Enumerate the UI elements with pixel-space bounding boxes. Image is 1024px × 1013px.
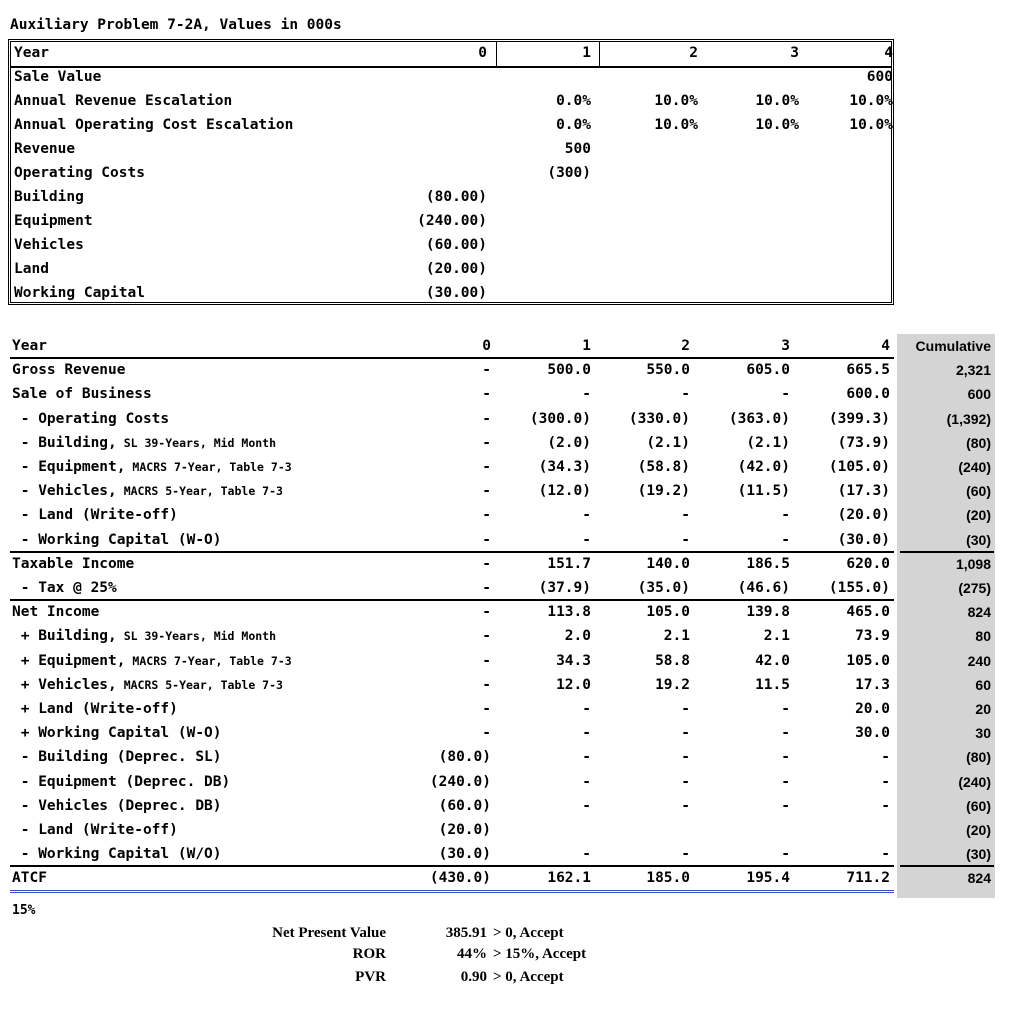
cashflow-row-label <box>12 507 178 523</box>
cashflow-cell-year-4: 105.0 <box>846 652 890 669</box>
cashflow-row <box>0 600 1024 624</box>
metric-row <box>0 969 1024 991</box>
cashflow-cell-year-3: 139.8 <box>746 604 790 621</box>
input-cell-year-0: (240.00) <box>417 213 487 229</box>
cashflow-row-label <box>12 386 152 402</box>
row-label-text: Gross Revenue <box>12 362 126 379</box>
cashflow-cell-year-4: (17.3) <box>837 483 890 500</box>
cashflow-cell-year-0: (80.0) <box>438 749 491 766</box>
cashflow-cell-year-4: - <box>881 749 890 766</box>
cumulative-cell: (240) <box>958 773 991 790</box>
cashflow-cell-year-0: (20.0) <box>438 822 491 838</box>
input-row <box>11 234 891 258</box>
row-label-text: - Building, <box>12 434 117 451</box>
cashflow-cell-year-2: (2.1) <box>646 434 690 451</box>
cashflow-cell-year-2: - <box>681 725 690 742</box>
table-rule <box>10 599 894 601</box>
row-label-text: - Land (Write-off) <box>12 507 178 524</box>
cumulative-cell: 20 <box>975 701 991 717</box>
cashflow-cell-year-2: 550.0 <box>646 362 690 379</box>
cashflow-row <box>0 552 1024 576</box>
cashflow-cell-year-2: - <box>681 507 690 524</box>
row-label-method: MACRS 5-Year, Table 7-3 <box>116 484 283 499</box>
input-row-label: Operating Costs <box>14 165 145 181</box>
cashflow-cell-year-3: (46.6) <box>737 580 790 596</box>
cashflow-row <box>0 431 1024 455</box>
cashflow-cell-year-0: - <box>482 531 491 548</box>
cashflow-cell-year-3: - <box>781 797 790 814</box>
input-cell-year-3: 10.0% <box>755 117 799 133</box>
cashflow-header-label <box>12 338 47 354</box>
cashflow-cell-year-1: - <box>582 797 591 814</box>
row-label-text: + Land (Write-off) <box>12 701 178 717</box>
cashflow-cell-year-1: 2.0 <box>564 628 591 645</box>
cashflow-cell-year-1: - <box>582 749 591 766</box>
cashflow-cell-year-1: - <box>582 701 591 717</box>
cumulative-cell: 240 <box>967 652 991 669</box>
row-label-method: MACRS 7-Year, Table 7-3 <box>125 460 292 474</box>
cashflow-cell-year-3: 3 <box>781 338 790 354</box>
input-cell-year-1: 1 <box>582 45 591 61</box>
cashflow-cell-year-1: - <box>582 846 591 863</box>
cashflow-cell-year-1: 34.3 <box>556 652 591 669</box>
cashflow-cell-year-1: 500.0 <box>547 362 591 379</box>
cumulative-cell: (80) <box>966 749 991 766</box>
cashflow-cell-year-2: 58.8 <box>655 652 690 669</box>
cashflow-row <box>0 745 1024 769</box>
metric-value: 385.91 <box>445 925 487 941</box>
cashflow-cell-year-4: (155.0) <box>828 580 890 596</box>
input-row <box>11 162 891 186</box>
row-label-text: - Building (Deprec. SL) <box>12 749 222 766</box>
cashflow-cell-year-4: - <box>881 773 890 790</box>
cashflow-cell-year-4: - <box>881 797 890 814</box>
cashflow-row-label <box>12 677 283 693</box>
input-cell-year-4: 10.0% <box>849 117 893 133</box>
cashflow-cell-year-1: - <box>582 773 591 790</box>
cashflow-cell-year-4: 600.0 <box>846 386 890 403</box>
cashflow-cell-year-2: 105.0 <box>646 604 690 621</box>
row-label-text: - Vehicles (Deprec. DB) <box>12 797 222 814</box>
input-cell-year-4: 10.0% <box>849 93 893 109</box>
cashflow-cell-year-2: 2.1 <box>663 628 690 645</box>
cashflow-cell-year-4: (399.3) <box>828 410 890 427</box>
cashflow-cell-year-3: 195.4 <box>746 870 790 887</box>
input-cell-year-3: 3 <box>790 45 799 61</box>
row-label-text: - Land (Write-off) <box>12 822 178 838</box>
input-cell-year-2: 2 <box>689 45 698 61</box>
cashflow-cell-year-3: - <box>781 846 790 863</box>
metric-value: 44% <box>457 946 487 962</box>
cashflow-cell-year-1: (300.0) <box>529 410 591 427</box>
discount-rate: 15% <box>12 903 36 918</box>
input-row <box>11 138 891 162</box>
cumulative-cell: (30) <box>966 846 991 863</box>
row-label-method: MACRS 7-Year, Table 7-3 <box>125 653 292 668</box>
cashflow-row-label <box>12 725 222 741</box>
cashflow-cell-year-1: (12.0) <box>538 483 591 500</box>
cashflow-row-label <box>12 653 292 669</box>
cashflow-cell-year-3: 42.0 <box>755 652 790 669</box>
cashflow-cell-year-1: - <box>582 507 591 524</box>
cashflow-cell-year-2: 2 <box>681 338 690 354</box>
cashflow-row <box>0 673 1024 697</box>
input-row <box>11 282 891 306</box>
cashflow-cell-year-0: - <box>482 434 491 451</box>
input-header-label: Year <box>14 45 49 61</box>
input-row <box>11 210 891 234</box>
input-row <box>11 66 891 90</box>
table-rule <box>10 357 894 359</box>
cashflow-cell-year-2: (58.8) <box>637 459 690 475</box>
cashflow-cell-year-3: - <box>781 531 790 548</box>
row-label-text: Net Income <box>12 604 100 621</box>
cashflow-cell-year-4: 73.9 <box>855 628 890 645</box>
cashflow-cell-year-0: - <box>482 459 491 475</box>
cumulative-cell: 600 <box>967 386 991 403</box>
cashflow-cell-year-4: 711.2 <box>846 870 890 887</box>
cashflow-cell-year-0: - <box>482 483 491 500</box>
cashflow-row <box>0 576 1024 600</box>
cashflow-row-label <box>12 798 222 814</box>
cashflow-cell-year-2: 140.0 <box>646 555 690 572</box>
document-title: Auxiliary Problem 7-2A, Values in 000s <box>10 17 342 33</box>
cashflow-cell-year-0: - <box>482 725 491 742</box>
cashflow-cell-year-4: (105.0) <box>828 459 890 475</box>
cashflow-row <box>0 407 1024 431</box>
input-row-label: Annual Revenue Escalation <box>14 93 233 109</box>
cashflow-cell-year-0: 0 <box>482 338 491 354</box>
cumulative-cell: 1,098 <box>955 555 991 572</box>
cashflow-cell-year-0: (240.0) <box>429 773 491 790</box>
cumulative-cell: (20) <box>966 822 991 838</box>
cashflow-row-label <box>12 604 99 620</box>
table-rule <box>10 551 894 553</box>
cashflow-cell-year-4: 620.0 <box>846 555 890 572</box>
input-row-label: Land <box>14 261 49 277</box>
input-cell-year-1: 0.0% <box>556 93 591 109</box>
cashflow-cell-year-3: - <box>781 773 790 790</box>
cashflow-cell-year-2: - <box>681 531 690 548</box>
row-label-text: - Operating Costs <box>12 410 170 427</box>
cashflow-cell-year-2: (330.0) <box>628 410 690 427</box>
cashflow-row-label <box>12 628 276 644</box>
cashflow-cell-year-0: (60.0) <box>438 797 491 814</box>
cashflow-cell-year-0: - <box>482 507 491 524</box>
cashflow-cell-year-3: - <box>781 749 790 766</box>
cashflow-cell-year-3: 11.5 <box>755 676 790 693</box>
cashflow-cell-year-4: 17.3 <box>855 676 890 693</box>
cashflow-row-label <box>12 580 117 596</box>
cumulative-cell: 30 <box>975 725 991 742</box>
cashflow-cell-year-3: - <box>781 701 790 717</box>
cashflow-cell-year-3: (42.0) <box>737 459 790 475</box>
cumulative-cell: 824 <box>967 870 991 887</box>
metric-value: 0.90 <box>460 969 487 985</box>
cashflow-row <box>0 866 1024 890</box>
cashflow-row-label <box>12 532 222 548</box>
cashflow-row <box>0 382 1024 406</box>
cashflow-row <box>0 503 1024 527</box>
cumulative-cell: 80 <box>975 628 991 645</box>
cashflow-cell-year-4: - <box>881 846 890 863</box>
cumulative-cell: (60) <box>966 797 991 814</box>
row-label-text: Year <box>12 338 47 354</box>
table-rule <box>10 890 894 893</box>
input-row-label: Sale Value <box>14 69 102 85</box>
cashflow-row <box>0 358 1024 382</box>
metric-label: ROR <box>352 946 386 962</box>
cashflow-row-label <box>12 459 292 475</box>
input-cell-year-1: 0.0% <box>556 117 591 133</box>
cashflow-cell-year-3: 605.0 <box>746 362 790 379</box>
row-label-method: SL 39-Years, Mid Month <box>116 435 277 450</box>
cashflow-row-label <box>12 411 169 427</box>
row-label-method: SL 39-Years, Mid Month <box>116 629 277 644</box>
metric-decision: > 0, Accept <box>493 969 564 985</box>
input-cell-year-0: (60.00) <box>425 237 487 253</box>
column-divider <box>599 42 600 66</box>
input-row-label: Working Capital <box>14 285 145 301</box>
row-label-text: Sale of Business <box>12 386 152 403</box>
cashflow-header-row <box>0 334 1024 358</box>
cashflow-row-label <box>12 701 178 717</box>
cashflow-cell-year-3: 2.1 <box>763 628 790 645</box>
cashflow-cell-year-2: - <box>681 797 690 814</box>
cashflow-cell-year-2: 185.0 <box>646 870 690 887</box>
cumulative-cell: (60) <box>966 483 991 500</box>
cashflow-cell-year-0: (30.0) <box>438 846 491 863</box>
cashflow-cell-year-0: - <box>482 701 491 717</box>
row-label-method: MACRS 5-Year, Table 7-3 <box>116 677 283 692</box>
input-header-row <box>11 42 891 68</box>
input-row-label: Revenue <box>14 141 76 157</box>
cashflow-cell-year-0: - <box>482 676 491 693</box>
cashflow-cell-year-4: 4 <box>881 338 890 354</box>
input-cell-year-2: 10.0% <box>654 93 698 109</box>
cashflow-cell-year-2: - <box>681 846 690 863</box>
metric-decision: > 15%, Accept <box>493 946 587 962</box>
cashflow-cell-year-3: (363.0) <box>728 410 790 427</box>
cashflow-cell-year-3: - <box>781 725 790 742</box>
cashflow-row <box>0 794 1024 818</box>
cashflow-cell-year-1: - <box>582 531 591 548</box>
cashflow-row <box>0 624 1024 648</box>
cumulative-header: Cumulative <box>915 338 991 354</box>
cashflow-row-label <box>12 556 134 572</box>
cumulative-cell: (1,392) <box>946 410 991 427</box>
metric-row <box>0 946 1024 968</box>
table-rule <box>10 865 894 867</box>
cashflow-cell-year-4: 30.0 <box>855 725 890 742</box>
input-cell-year-1: (300) <box>547 165 591 181</box>
cashflow-cell-year-3: 186.5 <box>746 555 790 572</box>
cashflow-row <box>0 818 1024 842</box>
cashflow-cell-year-1: - <box>582 386 591 403</box>
cashflow-cell-year-4: 665.5 <box>846 362 890 379</box>
cashflow-cell-year-4: (73.9) <box>837 434 890 451</box>
input-row-label: Building <box>14 189 84 205</box>
cashflow-cell-year-2: (35.0) <box>637 580 690 596</box>
cashflow-cell-year-2: - <box>681 749 690 766</box>
cashflow-cell-year-4: (20.0) <box>837 507 890 524</box>
input-cell-year-2: 10.0% <box>654 117 698 133</box>
input-row <box>11 114 891 138</box>
cashflow-cell-year-1: 1 <box>582 338 591 354</box>
input-row <box>11 258 891 282</box>
input-cell-year-4: 600 <box>866 69 893 85</box>
cashflow-cell-year-3: (11.5) <box>737 483 790 500</box>
input-cell-year-1: 500 <box>564 141 591 157</box>
cashflow-cell-year-1: - <box>582 725 591 742</box>
cashflow-row <box>0 528 1024 552</box>
row-label-text: - Equipment (Deprec. DB) <box>12 773 231 790</box>
row-label-text: ATCF <box>12 870 47 887</box>
cashflow-cell-year-1: 162.1 <box>547 870 591 887</box>
row-label-text: + Working Capital (W-O) <box>12 725 222 742</box>
cashflow-cell-year-2: - <box>681 386 690 403</box>
cumulative-cell: 824 <box>967 604 991 621</box>
metric-label: PVR <box>355 969 386 985</box>
input-row-label: Annual Operating Cost Escalation <box>14 117 294 133</box>
cumulative-cell: (20) <box>966 507 991 524</box>
cashflow-cell-year-0: - <box>482 580 491 596</box>
row-label-text: + Building, <box>12 628 117 645</box>
input-row <box>11 186 891 210</box>
input-row-label: Equipment <box>14 213 93 229</box>
cashflow-row <box>0 697 1024 721</box>
cashflow-row-label <box>12 749 222 765</box>
input-cell-year-3: 10.0% <box>755 93 799 109</box>
metric-row <box>0 925 1024 947</box>
cashflow-cell-year-3: - <box>781 507 790 524</box>
cumulative-rule <box>900 865 994 867</box>
input-assumptions-table <box>8 39 894 305</box>
cashflow-cell-year-0: - <box>482 652 491 669</box>
cashflow-cell-year-4: 465.0 <box>846 604 890 621</box>
cashflow-cell-year-0: (430.0) <box>429 870 491 887</box>
cashflow-cell-year-1: (34.3) <box>538 459 591 475</box>
cashflow-cell-year-0: - <box>482 555 491 572</box>
cashflow-cell-year-1: (37.9) <box>538 580 591 596</box>
row-label-text: Taxable Income <box>12 555 135 572</box>
cashflow-row <box>0 721 1024 745</box>
cashflow-cell-year-1: 151.7 <box>547 555 591 572</box>
cashflow-cell-year-2: 19.2 <box>655 676 690 693</box>
column-divider <box>496 42 497 66</box>
cumulative-rule <box>900 551 994 553</box>
input-cell-year-0: (80.00) <box>425 189 487 205</box>
cashflow-cell-year-4: 20.0 <box>855 701 890 717</box>
cashflow-row-label <box>12 822 178 838</box>
cash-flow-table <box>0 334 1024 900</box>
cashflow-cell-year-2: - <box>681 701 690 717</box>
cashflow-row-label <box>12 846 222 862</box>
cashflow-cell-year-1: (2.0) <box>547 434 591 451</box>
input-cell-year-4: 4 <box>884 45 893 61</box>
row-label-text: + Equipment, <box>12 652 126 669</box>
cashflow-row-label <box>12 483 283 499</box>
cumulative-cell: (240) <box>958 459 991 475</box>
cashflow-row-label <box>12 362 126 378</box>
row-label-text: + Vehicles, <box>12 676 117 693</box>
cashflow-cell-year-1: 113.8 <box>547 604 591 621</box>
cashflow-row-label <box>12 774 230 790</box>
input-cell-year-0: 0 <box>478 45 487 61</box>
cashflow-row <box>0 649 1024 673</box>
cashflow-row <box>0 842 1024 866</box>
cashflow-cell-year-3: - <box>781 386 790 403</box>
cumulative-cell: (80) <box>966 434 991 451</box>
row-label-text: - Working Capital (W-O) <box>12 531 222 548</box>
cashflow-cell-year-2: (19.2) <box>637 483 690 500</box>
cashflow-row <box>0 479 1024 503</box>
input-cell-year-0: (20.00) <box>425 261 487 277</box>
cumulative-cell: 2,321 <box>955 362 991 379</box>
cumulative-cell: (30) <box>966 531 991 548</box>
cashflow-cell-year-3: (2.1) <box>746 434 790 451</box>
cashflow-cell-year-0: - <box>482 410 491 427</box>
cashflow-cell-year-0: - <box>482 362 491 379</box>
cumulative-cell: 60 <box>975 676 991 693</box>
cashflow-cell-year-4: (30.0) <box>837 531 890 548</box>
cashflow-cell-year-0: - <box>482 628 491 645</box>
cashflow-row-label <box>12 435 276 451</box>
row-label-text: - Tax @ 25% <box>12 580 117 596</box>
metric-decision: > 0, Accept <box>493 925 564 941</box>
cashflow-row <box>0 770 1024 794</box>
input-row <box>11 90 891 114</box>
cashflow-cell-year-0: - <box>482 386 491 403</box>
input-cell-year-0: (30.00) <box>425 285 487 301</box>
cashflow-row <box>0 455 1024 479</box>
cashflow-cell-year-1: 12.0 <box>556 676 591 693</box>
cashflow-cell-year-2: - <box>681 773 690 790</box>
cashflow-row-label <box>12 870 47 886</box>
input-row-label: Vehicles <box>14 237 84 253</box>
cashflow-cell-year-0: - <box>482 604 491 621</box>
metric-label: Net Present Value <box>272 925 386 941</box>
cumulative-cell: (275) <box>958 580 991 596</box>
row-label-text: - Vehicles, <box>12 483 117 500</box>
row-label-text: - Working Capital (W/O) <box>12 846 222 863</box>
row-label-text: - Equipment, <box>12 459 126 475</box>
